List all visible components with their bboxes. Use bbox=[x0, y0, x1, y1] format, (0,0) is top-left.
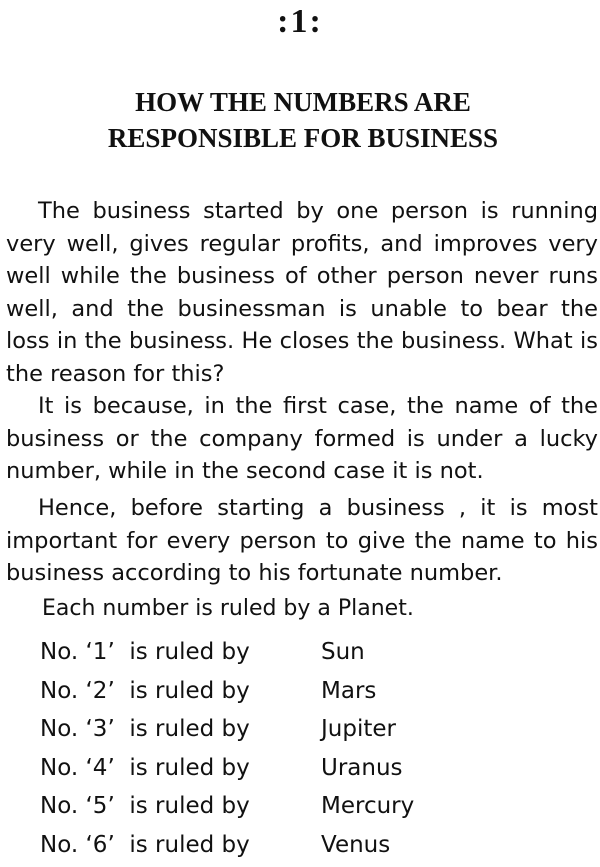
planet-name: Mercury bbox=[321, 793, 415, 819]
planet-name: Sun bbox=[321, 639, 365, 665]
list-item bbox=[40, 788, 560, 827]
chapter-title bbox=[0, 84, 600, 156]
number-label: No. ‘2’ is ruled by bbox=[40, 677, 250, 704]
paragraph-3-text: Hence, before starting a business , it is most important for every person to give the name to his business according to his fortunate number. bbox=[6, 495, 598, 586]
paragraph-2-text: It is because, in the first case, the name of the business or the company formed is under a lucky number, while in the second case it is not. bbox=[6, 393, 598, 484]
planet-name: Mars bbox=[321, 677, 377, 704]
number-label: No. ‘3’ is ruled by bbox=[40, 716, 250, 742]
number-label: No. ‘6’ is ruled by bbox=[40, 831, 250, 858]
paragraph-2 bbox=[6, 390, 598, 488]
chapter-number: :1: bbox=[277, 3, 323, 40]
paragraph-1-text: The business started by one person is running very well, gives regular profits, and improves very well while the business of other person never runs well, and the businessman is unable to bear the loss in the business. He closes the business. What is the reason for this? bbox=[6, 198, 598, 387]
planet-name: Venus bbox=[321, 831, 391, 858]
number-label: No. ‘4’ is ruled by bbox=[40, 754, 250, 781]
list-item bbox=[40, 750, 560, 789]
number-label: No. ‘5’ is ruled by bbox=[40, 793, 250, 819]
number-planet-list bbox=[40, 634, 560, 865]
paragraph-1 bbox=[6, 195, 598, 390]
planet-name: Jupiter bbox=[321, 716, 396, 742]
chapter-title-line-1: HOW THE NUMBERS ARE bbox=[135, 87, 471, 117]
number-label: No. ‘1’ is ruled by bbox=[40, 639, 250, 665]
chapter-title-line-2: RESPONSIBLE FOR BUSINESS bbox=[107, 123, 499, 153]
list-item bbox=[40, 634, 560, 673]
list-item bbox=[40, 827, 560, 866]
paragraph-3 bbox=[6, 492, 598, 590]
planets-intro: Each number is ruled by a Planet. bbox=[42, 596, 414, 621]
planet-name: Uranus bbox=[321, 754, 403, 781]
list-item bbox=[40, 711, 560, 750]
list-item bbox=[40, 673, 560, 712]
